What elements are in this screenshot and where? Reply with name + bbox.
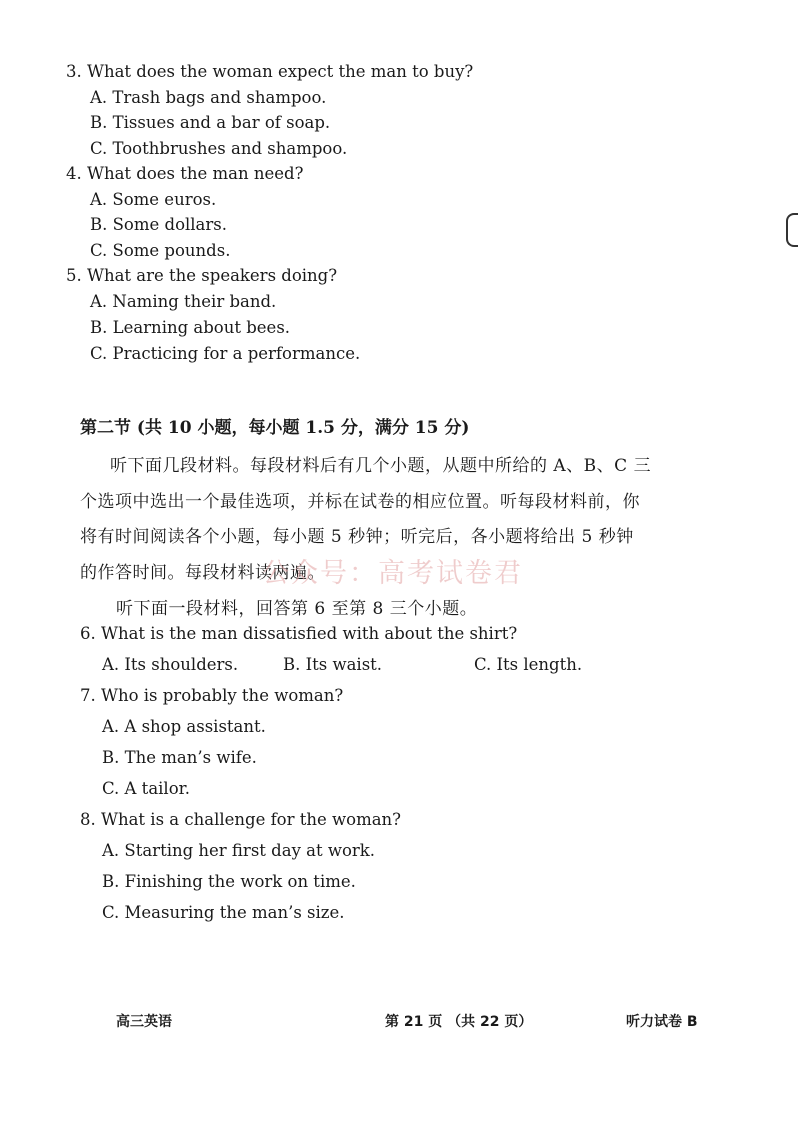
footer-paper-name: 听力试卷 B <box>626 1014 698 1030</box>
question-8-stem: 8. What is a challenge for the woman? <box>80 810 402 829</box>
question-6-stem: 6. What is the man dissatisfied with about the shirt? <box>80 624 518 643</box>
question-4-option-b: B. Some dollars. <box>90 215 227 234</box>
question-7-option-c: C. A tailor. <box>102 779 190 798</box>
question-3-option-c: C. Toothbrushes and shampoo. <box>90 139 348 158</box>
instruction-line-4: 的作答时间。每段材料读两遍。 <box>80 563 325 583</box>
question-6-option-a: A. Its shoulders. <box>102 655 239 674</box>
question-3-option-b: B. Tissues and a bar of soap. <box>90 113 331 132</box>
watermark: 公众号：高考试卷君 <box>262 558 523 589</box>
margin-bracket-mark <box>786 213 798 247</box>
section-2-title: 第二节 (共 10 小题，每小题 1.5 分，满分 15 分) <box>80 418 470 438</box>
question-7-option-a: A. A shop assistant. <box>102 717 266 736</box>
question-5-option-b: B. Learning about bees. <box>90 318 291 337</box>
question-5-option-c: C. Practicing for a performance. <box>90 344 361 363</box>
question-7-option-b: B. The man’s wife. <box>102 748 257 767</box>
question-7-stem: 7. Who is probably the woman? <box>80 686 344 705</box>
question-8-option-c: C. Measuring the man’s size. <box>102 903 345 922</box>
question-4-stem: 4. What does the man need? <box>66 164 304 183</box>
instruction-line-1: 听下面几段材料。每段材料后有几个小题，从题中所给的 A、B、C 三 <box>110 456 652 476</box>
question-4-option-a: A. Some euros. <box>90 190 217 209</box>
question-4-option-c: C. Some pounds. <box>90 241 231 260</box>
footer-subject: 高三英语 <box>116 1014 172 1030</box>
question-3-stem: 3. What does the woman expect the man to buy? <box>66 62 474 81</box>
question-8-option-b: B. Finishing the work on time. <box>102 872 356 891</box>
footer-page-number: 第 21 页 （共 22 页） <box>385 1014 533 1030</box>
question-6-option-b: B. Its waist. <box>283 655 383 674</box>
sub-instruction: 听下面一段材料，回答第 6 至第 8 三个小题。 <box>116 599 478 619</box>
question-8-option-a: A. Starting her first day at work. <box>102 841 376 860</box>
question-5-stem: 5. What are the speakers doing? <box>66 266 338 285</box>
question-6-option-c: C. Its length. <box>474 655 583 674</box>
question-3-option-a: A. Trash bags and shampoo. <box>90 88 327 107</box>
question-5-option-a: A. Naming their band. <box>90 292 277 311</box>
instruction-line-3: 将有时间阅读各个小题，每小题 5 秒钟；听完后，各小题将给出 5 秒钟 <box>80 527 634 547</box>
instruction-line-2: 个选项中选出一个最佳选项，并标在试卷的相应位置。听每段材料前，你 <box>80 492 640 512</box>
